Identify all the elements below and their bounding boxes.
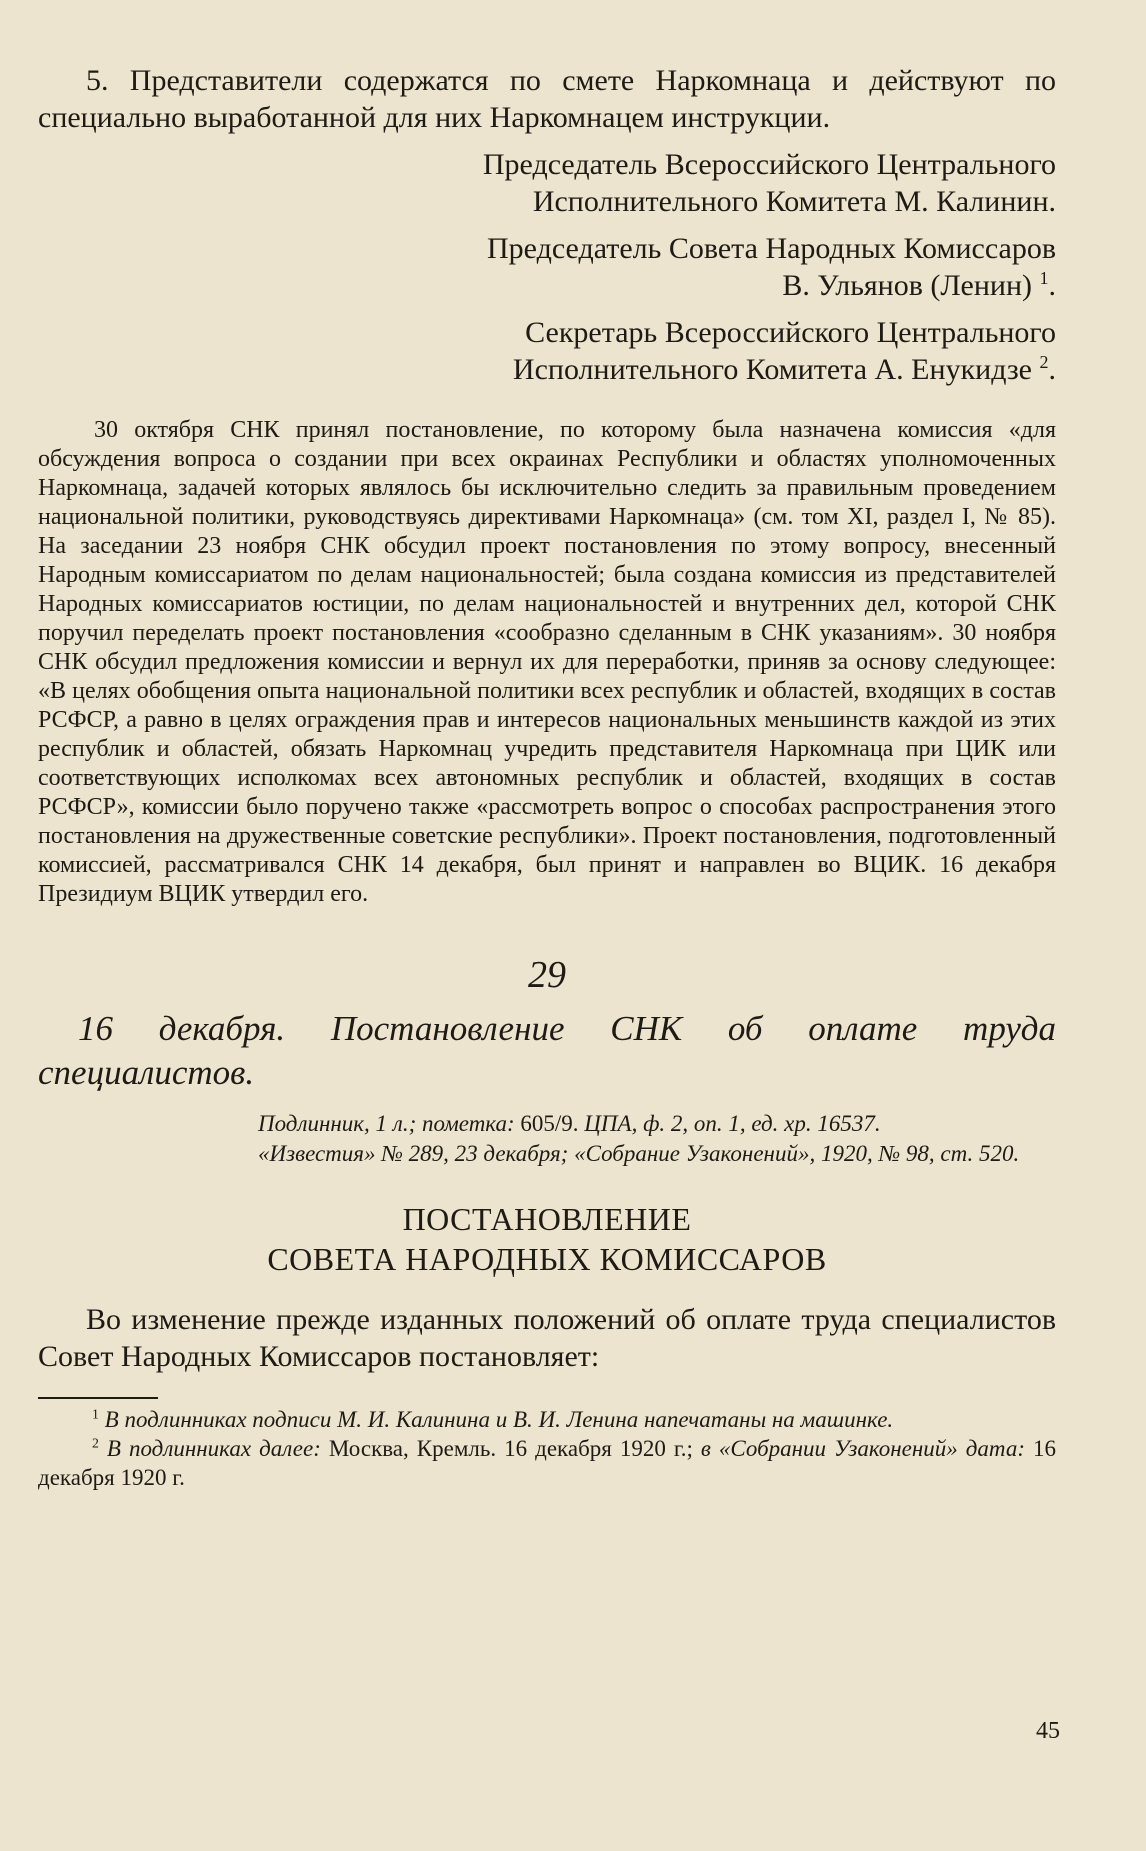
signature-line: Исполнительного Комитета А. Енукидзе $^2$. [512, 352, 1056, 386]
publication-source [208, 1139, 1056, 1169]
footnote-text: в «Собрании Узаконений» дата: [700, 1436, 1025, 1461]
footnote-ref: 2 [1039, 352, 1049, 372]
footnote-ref: 1 [1039, 268, 1049, 288]
footnote-text: В подлинниках далее: [106, 1436, 321, 1461]
source-archive: ЦПА, ф. 2, оп. 1, ед. хр. 16537. [584, 1111, 881, 1136]
footnote-1 [38, 1405, 1056, 1434]
footnote-mark: 2 [92, 1435, 99, 1451]
footnote-text: В подлинниках подписи М. И. Калинина и В. И. Ленина напечатаны на машинке. [104, 1407, 894, 1432]
document-title: 16 декабря. Постановление СНК об оплате труда специалистов. [38, 1009, 1056, 1092]
footnote-text: 16 декабря 1920 г. [38, 1436, 1056, 1490]
signature-line: Председатель Совета Народных Комиссаров [487, 232, 1056, 265]
signature-enukidze [38, 314, 1056, 388]
footnote-text: Москва, Кремль. 16 декабря 1920 г.; [328, 1436, 693, 1461]
signature-line: Председатель Всероссийского Центрального [482, 148, 1056, 181]
signature-name: В. Ульянов (Ленин) [782, 269, 1032, 302]
decree-heading-line2: СОВЕТА НАРОДНЫХ КОМИССАРОВ [267, 1241, 827, 1277]
signature-line: Секретарь Всероссийского Центрального [525, 316, 1056, 349]
editorial-commentary: 30 октября СНК принял постановление, по которому была назначена комиссия «для обсуждения вопроса о создании при всех окраинах Республики и областях уполномоченных Наркомнаца, задачей которых являлось бы исключительно следить за правильным проведением национальной политики, руководствуясь директивами Наркомнаца» (см. том XI, раздел I, № 85). На заседании 23 ноября СНК обсудил проект постановления по этому вопросу, внесенный Народным комиссариатом по делам национальностей; была создана комиссия из представителей Народных комиссариатов юстиции, по делам национальностей и внутренних дел, которой СНК поручил переделать проект постановления «сообразно сделанным в СНК указаниям». 30 ноября СНК обсудил предложения комиссии и вернул их для переработки, приняв за основу следующее: «В целях обобщения опыта национальной политики всех республик и областей, входящих в состав РСФСР, а равно в целях ограждения прав и интересов национальных меньшинств каждой из этих республик и областей, обязать Наркомнац учредить представителя Наркомнаца при ЦИК или соответствующих исполкомах всех автономных республик и областей, входящих в состав РСФСР», комиссии было поручено также «рассмотреть вопрос о способах распространения этого постановления на дружественные советские республики». Проект постановления, подготовленный комиссией, рассматривался СНК 14 декабря, был принят и направлен во ВЦИК. 16 декабря Президиум ВЦИК утвердил его. [38, 417, 1056, 907]
signature-name: Исполнительного Комитета А. Енукидзе [512, 353, 1032, 386]
archival-source [208, 1109, 1056, 1139]
source-text: Подлинник, 1 л.; пометка: [258, 1111, 515, 1136]
document-number: 29 [528, 954, 566, 996]
decree-intro: Во изменение прежде изданных положений об оплате труда специалистов Совет Народных Комиссаров постановляет: [38, 1303, 1056, 1373]
footnote-mark: 1 [92, 1406, 99, 1422]
source-publication: «Известия» № 289, 23 декабря; «Собрание Узаконений», 1920, № 98, ст. 520. [258, 1141, 1020, 1166]
footnote-2 [38, 1434, 1056, 1492]
page-number: 45 [1036, 1718, 1060, 1744]
decree-heading-line1: ПОСТАНОВЛЕНИЕ [402, 1201, 692, 1237]
signature-line: Исполнительного Комитета М. Калинин. [532, 185, 1056, 218]
signature-lenin [38, 230, 1056, 304]
signature-line: В. Ульянов (Ленин) $^1$. [782, 268, 1056, 302]
source-mark: 605/9. [520, 1111, 579, 1136]
paragraph-5: 5. Представители содержатся по смете Наркомнаца и действуют по специально выработанной для них Наркомнацем инструкции. [38, 64, 1056, 134]
signature-kalinin [38, 146, 1056, 220]
